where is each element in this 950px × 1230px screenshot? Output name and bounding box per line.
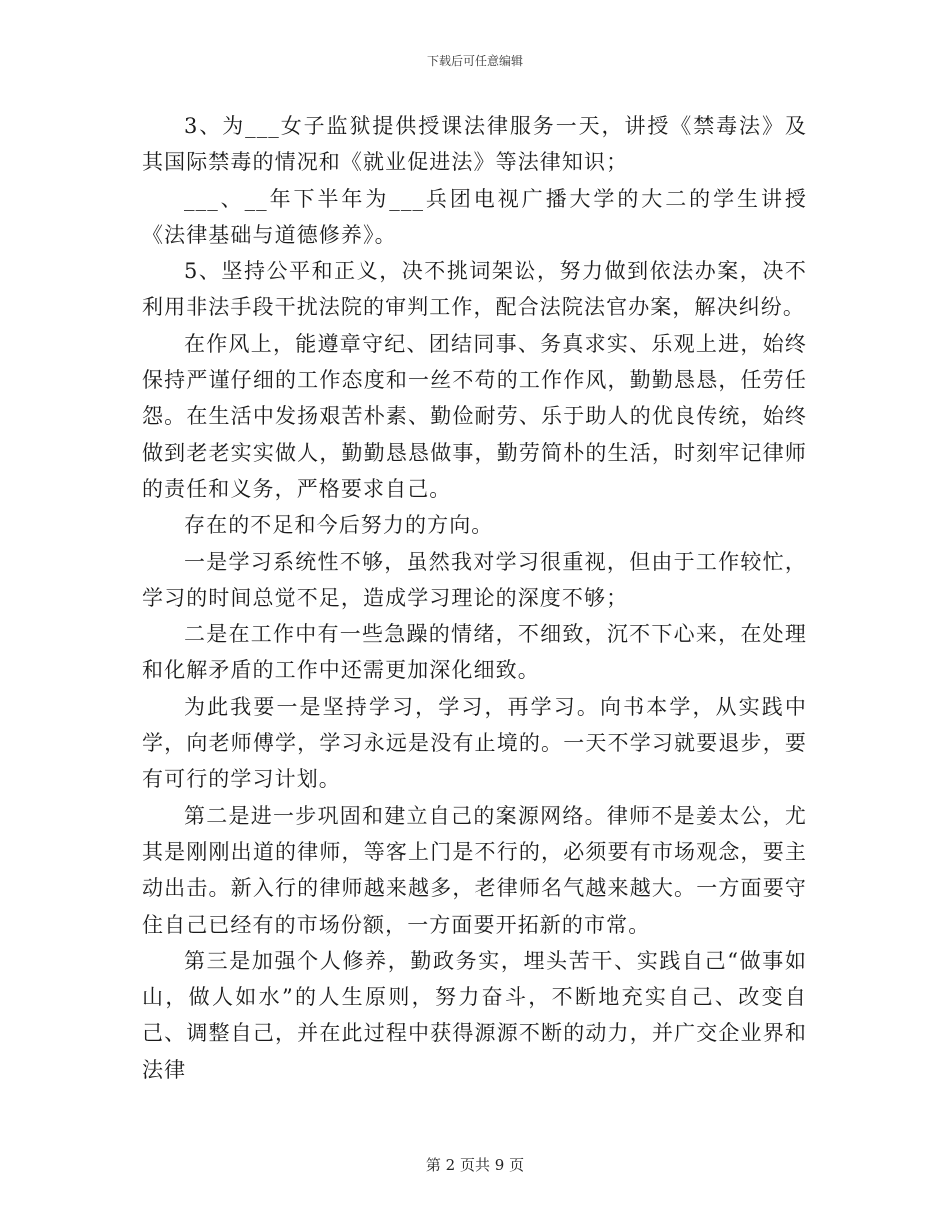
page-footer: 第 2 页共 9 页	[425, 1156, 525, 1174]
paragraph-3: 5、坚持公平和正义，决不挑词架讼，努力做到依法办案，决不利用非法手段干扰法院的审判工作，配合法院法官办案，解决纠纷。	[142, 259, 807, 320]
paragraph-6: 一是学习系统性不够，虽然我对学习很重视，但由于工作较忙，学习的时间总觉不足，造成学习理论的深度不够；	[142, 549, 807, 610]
paragraph-1: 3、为___女子监狱提供授课法律服务一天，讲授《禁毒法》及其国际禁毒的情况和《就业促进法》等法律知识；	[142, 114, 807, 175]
paragraph-10: 第三是加强个人修养，勤政务实，埋头苦干、实践自己“做事如山，做人如水”的人生原则，努力奋斗，不断地充实自己、改变自己、调整自己，并在此过程中获得源源不断的动力，并广交企业界和法律	[142, 948, 807, 1082]
paragraph-9: 第二是进一步巩固和建立自己的案源网络。律师不是姜太公，尤其是刚刚出道的律师，等客上门是不行的，必须要有市场观念，要主动出击。新入行的律师越来越多，老律师名气越来越大。一方面要守住自己已经有的市场份额，一方面要开拓新的市常。	[142, 803, 807, 937]
paragraph-4: 在作风上，能遵章守纪、团结同事、务真求实、乐观上进，始终保持严谨仔细的工作态度和一丝不苟的工作作风，勤勤恳恳，任劳任怨。在生活中发扬艰苦朴素、勤俭耐劳、乐于助人的优良传统，始终做到老老实实做人，勤勤恳恳做事，勤劳简朴的生活，时刻牢记律师的责任和义务，严格要求自己。	[142, 331, 807, 501]
paragraph-8: 为此我要一是坚持学习，学习，再学习。向书本学，从实践中学，向老师傅学，学习永远是没有止境的。一天不学习就要退步，要有可行的学习计划。	[142, 694, 807, 792]
page-header: 下载后可任意编辑	[426, 54, 523, 68]
document-body	[142, 108, 807, 1088]
paragraph-2: ___、__年下半年为___兵团电视广播大学的大二的学生讲授《法律基础与道德修养》。	[142, 186, 807, 247]
paragraph-7: 二是在工作中有一些急躁的情绪，不细致，沉不下心来，在处理和化解矛盾的工作中还需更加深化细致。	[142, 622, 807, 683]
paragraph-5: 存在的不足和今后努力的方向。	[184, 513, 494, 538]
